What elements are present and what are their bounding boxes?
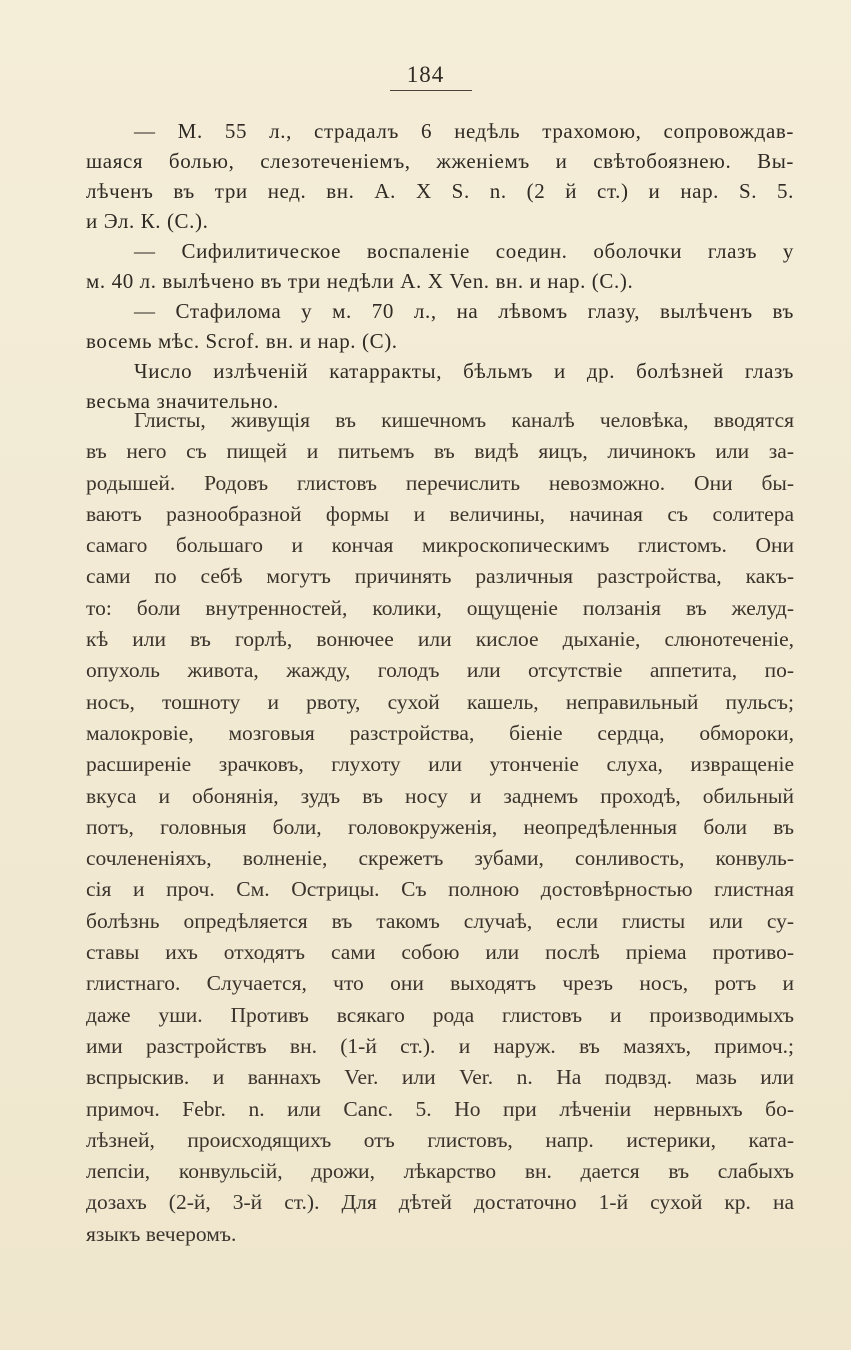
header-rule	[390, 90, 472, 91]
text-line: вкуса и обонянія, зудъ въ носу и заднемъ проходѣ, обильный	[86, 783, 794, 808]
text-line: потъ, головныя боли, головокруженія, неопредѣленныя боли въ	[86, 814, 794, 839]
text-line: болѣзнь опредѣляется въ такомъ случаѣ, если глисты или су-	[86, 908, 794, 933]
text-line: самаго большаго и кончая микроскопическимъ глистомъ. Они	[86, 533, 794, 558]
text-line: языкъ вечеромъ.	[86, 1221, 237, 1246]
text-line: — Сифилитическое воспаленіе соедин. оболочки глазъ у	[134, 239, 794, 263]
page-number: 184	[406, 62, 445, 87]
text-line: въ него съ пищей и питьемъ въ видѣ яицъ, личинокъ или за-	[86, 439, 794, 464]
text-line: весьма значительно.	[86, 389, 280, 413]
text-line: Число излѣченій катарракты, бѣльмъ и др. болѣзней глазъ	[134, 359, 794, 383]
text-line: — Стафилома у м. 70 л., на лѣвомъ глазу, вылѣченъ въ	[134, 299, 794, 323]
text-line: восемь мѣс. Scrof. вн. и нар. (С).	[86, 329, 398, 353]
text-line: расширеніе зрачковъ, глухоту или утонченіе слуха, извращеніе	[86, 752, 794, 777]
text-line: кѣ или въ горлѣ, вонючее или кислое дыханіе, слюнотеченіе,	[86, 627, 794, 652]
text-line: и Эл. К. (С.).	[86, 209, 209, 233]
text-line: сочлененіяхъ, волненіе, скрежетъ зубами, сонливость, конвуль-	[86, 846, 794, 871]
eye-cases-section	[86, 116, 794, 416]
text-line: глистнаго. Случается, что они выходятъ чрезъ носъ, ротъ и	[86, 971, 794, 996]
text-line: лѣченъ въ три нед. вн. А. Х S. n. (2 й ст.) и нар. S. 5.	[86, 179, 794, 203]
text-line: опухоль живота, жажду, голодъ или отсутствіе аппетита, по-	[86, 658, 794, 683]
text-line: лѣзней, происходящихъ отъ глистовъ, напр. истерики, ката-	[86, 1127, 794, 1152]
text-line: сія и проч. См. Острицы. Съ полною достовѣрностью глистная	[86, 877, 794, 902]
text-line: ваютъ разнообразной формы и величины, начиная съ солитера	[86, 501, 794, 526]
worms-article	[86, 405, 794, 1250]
text-line: лепсіи, конвульсій, дрожи, лѣкарство вн. дается въ слабыхъ	[86, 1159, 794, 1184]
text-line: вспрыскив. и ваннахъ Ver. или Ver. n. На подвзд. мазь или	[86, 1065, 794, 1090]
text-line: даже уши. Противъ всякаго рода глистовъ и производимыхъ	[86, 1002, 794, 1027]
text-line: ставы ихъ отходятъ сами собою или послѣ пріема противо-	[86, 940, 794, 965]
text-line: малокровіе, мозговыя разстройства, біеніе сердца, обмороки,	[86, 720, 794, 745]
text-line: примоч. Febr. n. или Canc. 5. Но при лѣченіи нервныхъ бо-	[86, 1096, 794, 1121]
text-line: родышей. Родовъ глистовъ перечислить невозможно. Они бы-	[86, 470, 794, 495]
text-line: сами по себѣ могутъ причинять различныя разстройства, какъ-	[86, 564, 794, 589]
text-line: шаяся болью, слезотеченіемъ, жженіемъ и свѣтобоязнею. Вы-	[86, 149, 794, 173]
text-line: м. 40 л. вылѣчено въ три недѣли А. Х Ven. вн. и нар. (С.).	[86, 269, 634, 293]
text-line: Глисты, живущія въ кишечномъ каналѣ человѣка, вводятся	[134, 408, 794, 432]
text-line: ими разстройствъ вн. (1-й ст.). и наруж. въ мазяхъ, примоч.;	[86, 1033, 794, 1058]
text-line: — М. 55 л., страдалъ 6 недѣль трахомою, сопровождав-	[134, 119, 794, 143]
text-line: носъ, тошноту и рвоту, сухой кашель, неправильный пульсъ;	[86, 689, 794, 714]
text-line: то: боли внутренностей, колики, ощущеніе ползанія въ желуд-	[86, 595, 794, 620]
text-line: дозахъ (2-й, 3-й ст.). Для дѣтей достаточно 1-й сухой кр. на	[86, 1190, 794, 1215]
